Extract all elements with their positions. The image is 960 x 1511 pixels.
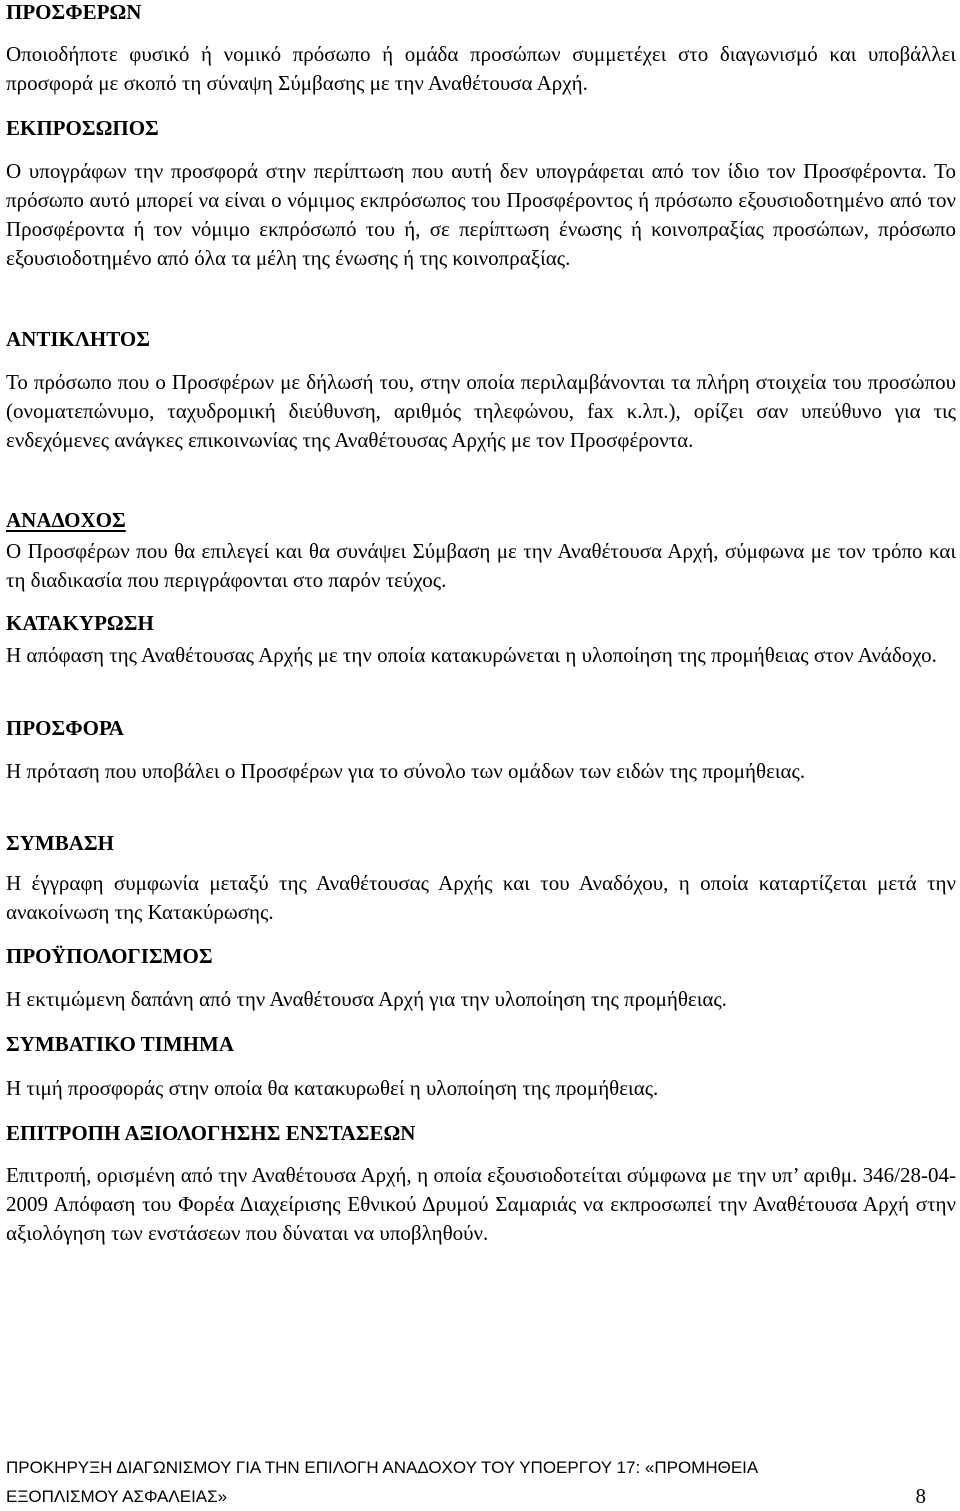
section-text-antiklitos: Το πρόσωπο που ο Προσφέρων με δήλωσή του, στην οποία περιλαμβάνονται τα πλήρη στοιχεία του προσώπου (ονοματεπώνυμο, ταχυδρομική διεύθυνση, αριθμός τηλεφώνου, fax κ.λπ.), ορίζει σαν υπεύθυνο για τις ενδεχόμενες ανάγκες επικοινωνίας της Αναθέτουσας Αρχής με τον Προσφέροντα. xyxy=(6,370,956,452)
section-heading-epitropi: ΕΠΙΤΡΟΠΗ ΑΞΙΟΛΟΓΗΣΗΣ ΕΝΣΤΑΣΕΩΝ xyxy=(6,1121,416,1145)
section-text-epitropi: Επιτροπή, ορισμένη από την Αναθέτουσα Αρχή, η οποία εξουσιοδοτείται σύμφωνα με την υπ’ αριθμ. 346/28-04-2009 Απόφαση του Φορέα Διαχείρισης Εθνικού Δρυμού Σαμαριάς να εκπροσωπεί την Αναθέτουσα Αρχή στην αξιολόγηση των ενστάσεων που δύναται να υποβληθούν. xyxy=(6,1163,956,1245)
section-heading-proypologismos: ΠΡΟΫΠΟΛΟΓΙΣΜΟΣ xyxy=(6,944,213,968)
section-text-katakyrosi: Η απόφαση της Αναθέτουσας Αρχής με την οποία κατακυρώνεται η υλοποίηση της προμήθειας στον Ανάδοχο. xyxy=(6,643,937,667)
section-text-proypologismos: Η εκτιμώμενη δαπάνη από την Αναθέτουσα Αρχή για την υλοποίηση της προμήθειας. xyxy=(6,987,727,1011)
section-text-prosfora: Η πρόταση που υποβάλει ο Προσφέρων για το σύνολο των ομάδων των ειδών της προμήθειας. xyxy=(6,759,806,783)
section-text-symvatiko-timima: Η τιμή προσφοράς στην οποία θα κατακυρωθεί η υλοποίηση της προμήθειας. xyxy=(6,1076,659,1100)
page-footer xyxy=(6,1453,956,1511)
section-text-ekprosopos: Ο υπογράφων την προσφορά στην περίπτωση που αυτή δεν υπογράφεται από τον ίδιο τον Προσφέροντα. Το πρόσωπο αυτό μπορεί να είναι ο νόμιμος εκπρόσωπος του Προσφέροντος ή πρόσωπο εξουσιοδοτημένο από τον Προσφέροντα ή τον νόμιμο εκπρόσωπό του ή, σε περίπτωση ένωσης ή κοινοπραξίας προσώπων, πρόσωπο εξουσιοδοτημένο από όλα τα μέλη της ένωσης ή της κοινοπραξίας. xyxy=(6,159,956,270)
section-text-symvasi: Η έγγραφη συμφωνία μεταξύ της Αναθέτουσας Αρχής και του Αναδόχου, η οποία καταρτίζεται μετά την ανακοίνωση της Κατακύρωσης. xyxy=(6,871,956,924)
section-heading-symvasi: ΣΥΜΒΑΣΗ xyxy=(6,831,114,855)
section-heading-ekprosopos: ΕΚΠΡΟΣΩΠΟΣ xyxy=(6,116,159,140)
section-text-prosferon: Οποιοδήποτε φυσικό ή νομικό πρόσωπο ή ομάδα προσώπων συμμετέχει στο διαγωνισμό και υποβάλλει προσφορά με σκοπό τη σύναψη Σύμβασης με την Αναθέτουσα Αρχή. xyxy=(6,42,956,95)
section-heading-symvatiko-timima: ΣΥΜΒΑΤΙΚΟ ΤΙΜΗΜΑ xyxy=(6,1032,234,1056)
section-heading-prosferon: ΠΡΟΣΦΕΡΩΝ xyxy=(6,0,142,24)
section-heading-prosfora: ΠΡΟΣΦΟΡΑ xyxy=(6,716,124,740)
page-number: 8 xyxy=(915,1484,926,1508)
section-heading-katakyrosi: ΚΑΤΑΚΥΡΩΣΗ xyxy=(6,611,154,635)
section-heading-anadoxos: ΑΝΑΔΟΧΟΣ xyxy=(6,508,126,532)
section-text-anadoxos: Ο Προσφέρων που θα επιλεγεί και θα συνάψει Σύμβαση με την Αναθέτουσα Αρχή, σύμφωνα με τον τρόπο και τη διαδικασία που περιγράφονται στο παρόν τεύχος. xyxy=(6,539,956,592)
footer-title-line-2-row xyxy=(6,1482,956,1511)
section-heading-antiklitos: ΑΝΤΙΚΛΗΤΟΣ xyxy=(6,327,150,351)
footer-title-line-1: ΠΡΟΚΗΡΥΞΗ ΔΙΑΓΩΝΙΣΜΟΥ ΓΙΑ ΤΗΝ ΕΠΙΛΟΓΗ ΑΝΑΔΟΧΟΥ ΤΟΥ ΥΠΟΕΡΓΟΥ 17: «ΠΡΟΜΗΘΕΙΑ xyxy=(6,1458,759,1477)
footer-title-line-2: ΕΞΟΠΛΙΣΜΟΥ ΑΣΦΑΛΕΙΑΣ» xyxy=(6,1487,228,1506)
